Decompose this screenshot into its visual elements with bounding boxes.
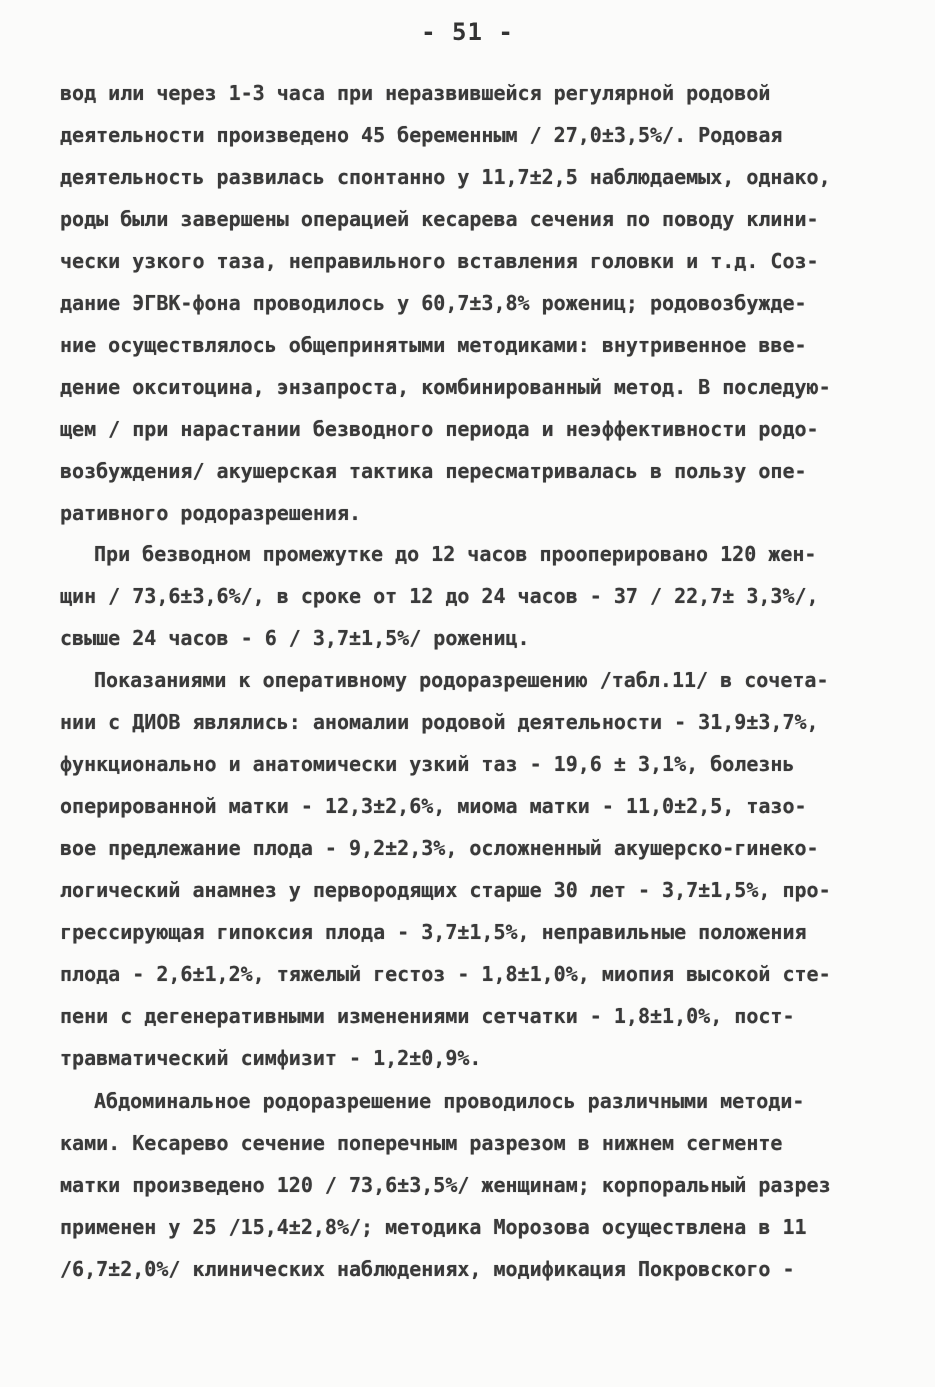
- text-line: применен у 25 /15,4±2,8%/; методика Морозова осуществлена в 11: [60, 1215, 807, 1239]
- text-line: пени с дегенеративными изменениями сетчатки - 1,8±1,0%, пост-: [60, 1004, 795, 1028]
- text-line: ративного родоразрешения.: [60, 501, 362, 525]
- page-number: - 51 -: [421, 18, 514, 46]
- text-line: матки произведено 120 / 73,6±3,5%/ женщинам; корпоральный разрез: [60, 1173, 831, 1197]
- paragraph-4: [60, 1080, 882, 1290]
- text-line: оперированной матки - 12,3±2,6%, миома матки - 11,0±2,5, тазо-: [60, 794, 807, 818]
- text-line: вое предлежание плода - 9,2±2,3%, осложненный акушерско-гинеко-: [60, 836, 819, 860]
- text-line: травматический симфизит - 1,2±0,9%.: [60, 1046, 482, 1070]
- paragraph-2: [60, 533, 882, 659]
- text-line: роды были завершены операцией кесарева сечения по поводу клини-: [60, 207, 819, 231]
- paragraph-1: [60, 72, 882, 534]
- text-line: щем / при нарастании безводного периода и неэффективности родо-: [60, 417, 819, 441]
- paragraph-3: [60, 659, 882, 1079]
- text-line: нии с ДИОВ являлись: аномалии родовой деятельности - 31,9±3,7%,: [60, 710, 819, 734]
- text-line: свыше 24 часов - 6 / 3,7±1,5%/ рожениц.: [60, 626, 530, 650]
- text-line: /6,7±2,0%/ клинических наблюдениях, модификация Покровского -: [60, 1257, 795, 1281]
- text-line: Показаниями к оперативному родоразрешению /табл.11/ в сочета-: [94, 668, 829, 692]
- text-line: вод или через 1-3 часа при неразвившейся регулярной родовой: [60, 81, 771, 105]
- text-line: функционально и анатомически узкий таз - 19,6 ± 3,1%, болезнь: [60, 752, 795, 776]
- text-line: возбуждения/ акушерская тактика пересматривалась в пользу опе-: [60, 459, 807, 483]
- text-line: При безводном промежутке до 12 часов прооперировано 120 жен-: [94, 542, 817, 566]
- text-line: дание ЭГВК-фона проводилось у 60,7±3,8% рожениц; родовозбужде-: [60, 291, 807, 315]
- text-line: грессирующая гипоксия плода - 3,7±1,5%, неправильные положения: [60, 920, 807, 944]
- text-line: деятельность развилась спонтанно у 11,7±2,5 наблюдаемых, однако,: [60, 165, 831, 189]
- text-line: деятельности произведено 45 беременным / 27,0±3,5%/. Родовая: [60, 123, 783, 147]
- text-line: Абдоминальное родоразрешение проводилось различными методи-: [94, 1089, 805, 1113]
- text-line: логический анамнез у первородящих старше 30 лет - 3,7±1,5%, про-: [60, 878, 831, 902]
- text-line: плода - 2,6±1,2%, тяжелый гестоз - 1,8±1,0%, миопия высокой сте-: [60, 962, 831, 986]
- text-line: чески узкого таза, неправильного вставления головки и т.д. Соз-: [60, 249, 819, 273]
- text-line: щин / 73,6±3,6%/, в сроке от 12 до 24 часов - 37 / 22,7± 3,3%/,: [60, 584, 819, 608]
- text-line: дение окситоцина, энзапроста, комбинированный метод. В последую-: [60, 375, 831, 399]
- text-line: ками. Кесарево сечение поперечным разрезом в нижнем сегменте: [60, 1131, 783, 1155]
- text-line: ние осуществлялось общепринятыми методиками: внутривенное вве-: [60, 333, 807, 357]
